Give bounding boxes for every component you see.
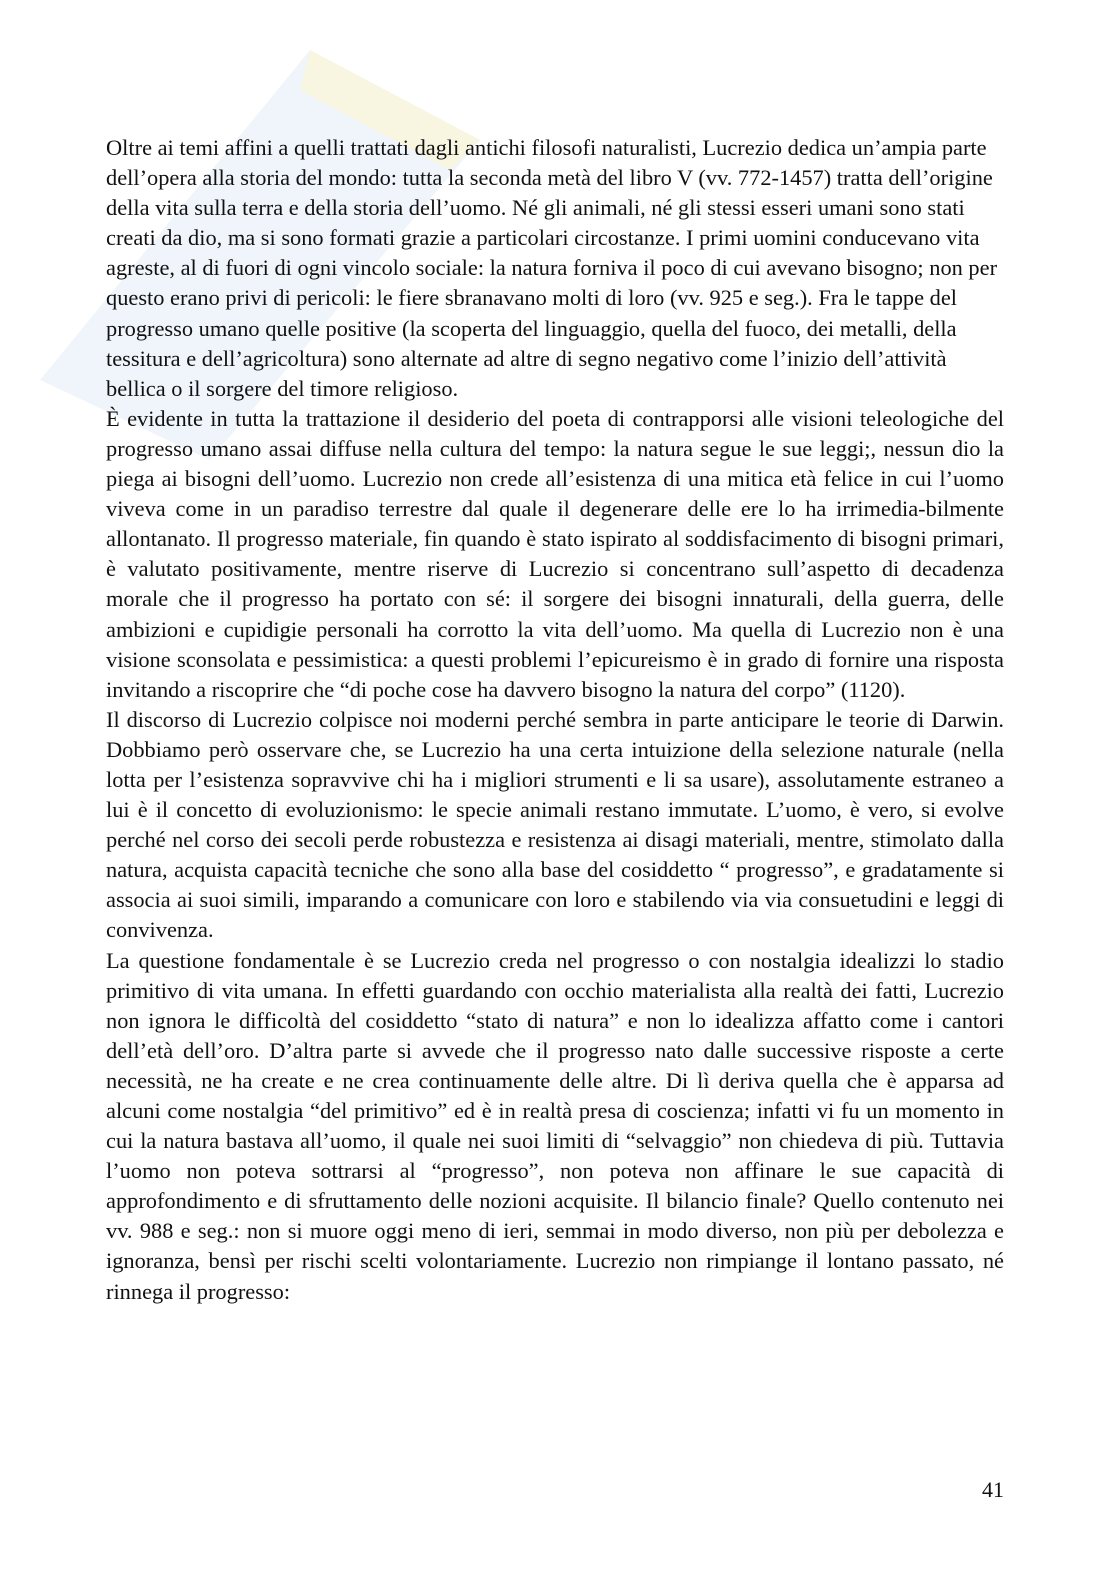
paragraph: Il discorso di Lucrezio colpisce noi moderni perché sembra in parte anticipare le teorie di Darwin. Dobbiamo però osservare che, se Lucrezio ha una certa intuizione della selezione naturale (nella lotta per l’esistenza sopravvive chi ha i migliori strumenti e li sa usare), assolutamente estraneo a lui è il concetto di evoluzionismo: le specie animali restano immutate. L’uomo, è vero, si evolve perché nel corso dei secoli perde robustezza e resistenza ai disagi materiali, mentre, stimolato dalla natura, acquista capacità tecniche che sono alla base del cosiddetto “ progresso”, e gradatamente si associa ai suoi simili, imparando a comunicare con loro e stabilendo via via consuetudini e leggi di convivenza. xyxy=(106,706,1004,943)
document-body xyxy=(106,133,1004,1307)
paragraph: È evidente in tutta la trattazione il desiderio del poeta di contrapporsi alle visioni teleologiche del progresso umano assai diffuse nella cultura del tempo: la natura segue le sue leggi;, nessun dio la piega ai bisogni dell’uomo. Lucrezio non crede all’esistenza di una mitica età felice in cui l’uomo viveva come in un paradiso terrestre dal quale il degenerare delle ere lo ha irrimedia-bilmente allontanato. Il progresso materiale, fin quando è stato ispirato al soddisfacimento di bisogni primari, è valutato positivamente, mentre riserve di Lucrezio si concentrano sull’aspetto di decadenza morale che il progresso ha portato con sé: il sorgere dei bisogni innaturali, della guerra, delle ambizioni e cupidigie personali ha corrotto la vita dell’uomo. Ma quella di Lucrezio non è una visione sconsolata e pessimistica: a questi problemi l’epicureismo è in grado di fornire una risposta invitando a riscoprire che “di poche cose ha davvero bisogno la natura del corpo” (1120). xyxy=(106,405,1004,702)
paragraph: Oltre ai temi affini a quelli trattati dagli antichi filosofi naturalisti, Lucrezio dedica un’ampia parte dell’opera alla storia del mondo: tutta la seconda metà del libro V (vv. 772-1457) tratta dell’origine della vita sulla terra e della storia dell’uomo. Né gli animali, né gli stessi esseri umani sono stati creati da dio, ma si sono formati grazie a particolari circostanze. I primi uomini conducevano vita agreste, al di fuori di ogni vincolo sociale: la natura forniva il poco di cui avevano bisogno; non per questo erano privi di pericoli: le fiere sbranavano molti di loro (vv. 925 e seg.). Fra le tappe del progresso umano quelle positive (la scoperta del linguaggio, quella del fuoco, dei metalli, della tessitura e dell’agricoltura) sono alternate ad altre di segno negativo come l’inizio dell’attività bellica o il sorgere del timore religioso. xyxy=(106,135,998,401)
paragraph: La questione fondamentale è se Lucrezio creda nel progresso o con nostalgia idealizzi lo stadio primitivo di vita umana. In effetti guardando con occhio materialista alla realtà dei fatti, Lucrezio non ignora le difficoltà del cosiddetto “stato di natura” e non lo idealizza affatto come i cantori dell’età dell’oro. D’altra parte si avvede che il progresso nato dalle successive risposte a certe necessità, ne ha create e ne crea continuamente delle altre. Di lì deriva quella che è apparsa ad alcuni come nostalgia “del primitivo” ed è in realtà presa di coscienza; infatti vi fu un momento in cui la natura bastava all’uomo, il quale nei suoi limiti di “selvaggio” non chiedeva di più. Tuttavia l’uomo non poteva sottrarsi al “progresso”, non poteva non affinare le sue capacità di approfondimento e di sfruttamento delle nozioni acquisite. Il bilancio finale? Quello contenuto nei vv. 988 e seg.: non si muore oggi meno di ieri, semmai in modo diverso, non più per debolezza e ignoranza, bensì per rischi scelti volontariamente. Lucrezio non rimpiange il lontano passato, né rinnega il progresso: xyxy=(106,947,1004,1304)
page-number: 41 xyxy=(982,1477,1004,1502)
